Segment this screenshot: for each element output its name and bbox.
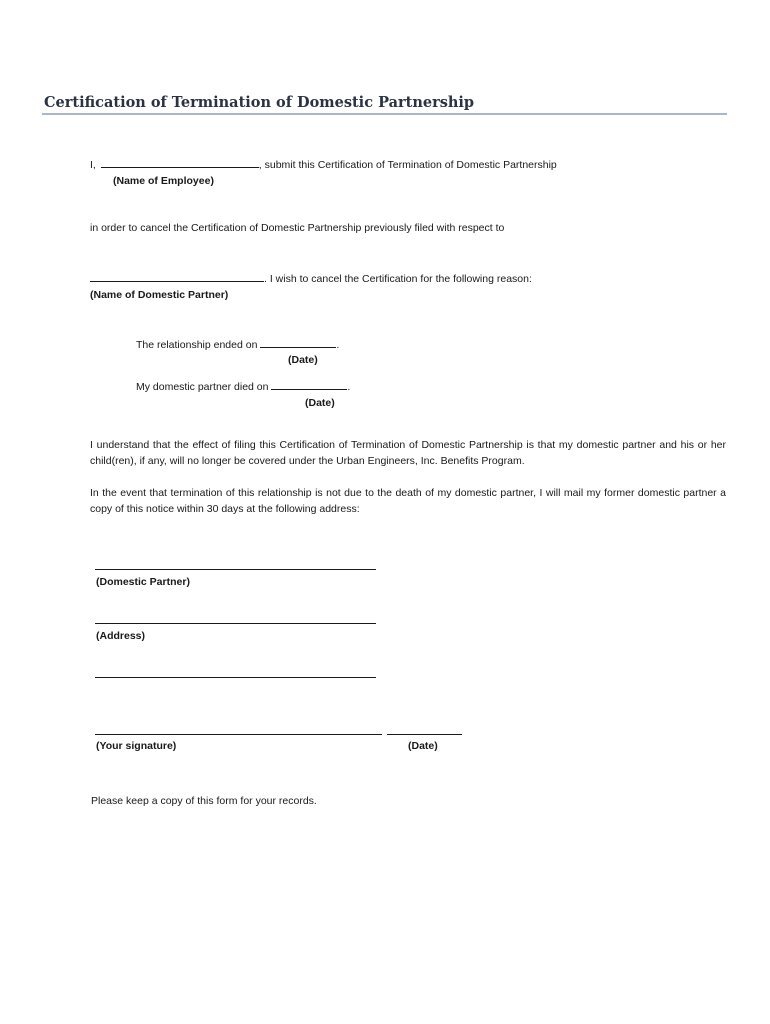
records-note: Please keep a copy of this form for your records. (91, 795, 317, 807)
reason-ended-period: . (336, 339, 340, 351)
address-field-2[interactable] (95, 677, 376, 678)
domestic-partner-field[interactable] (95, 569, 376, 570)
employee-name-label: (Name of Employee) (113, 175, 214, 187)
employee-line-suffix: , submit this Certification of Termination of Domestic Partnership (258, 159, 557, 171)
died-date-label: (Date) (305, 397, 335, 409)
title-underline (42, 113, 727, 115)
address-label: (Address) (96, 630, 146, 642)
cancel-statement: in order to cancel the Certification of Domestic Partnership previously filed with respect to (90, 222, 505, 234)
signature-date-label: (Date) (408, 740, 438, 752)
reason-died-text: My domestic partner died on (136, 381, 269, 393)
ended-date-field[interactable] (260, 337, 336, 348)
signature-label: (Your signature) (96, 740, 177, 752)
employee-line-prefix: I, (90, 159, 96, 171)
domestic-partner-label: (Domestic Partner) (96, 576, 190, 588)
ended-date-label: (Date) (288, 354, 318, 366)
coverage-paragraph: I understand that the effect of filing this Certification of Termination of Domestic Partnership is that my domestic partner and his or her child(ren), if any, will no longer be covered under the Urban Engineers, Inc. Benefits Program. (90, 439, 726, 467)
address-field-1[interactable] (95, 623, 376, 624)
partner-name-label: (Name of Domestic Partner) (90, 289, 229, 301)
reason-died-period: . (347, 381, 351, 393)
partner-line (90, 271, 532, 286)
page-title: Certification of Termination of Domestic Partnership (44, 94, 475, 111)
signature-field[interactable] (95, 734, 382, 735)
reason-ended-line (136, 337, 339, 352)
reason-ended-text: The relationship ended on (136, 339, 258, 351)
notice-paragraph: In the event that termination of this relationship is not due to the death of my domestic partner, I will mail my former domestic partner a copy of this notice within 30 days at the following address: (90, 487, 726, 515)
died-date-field[interactable] (271, 379, 347, 390)
partner-line-suffix: . I wish to cancel the Certification for the following reason: (264, 273, 532, 285)
employee-line (90, 157, 557, 172)
partner-name-field[interactable] (90, 271, 264, 282)
employee-name-field[interactable] (101, 157, 259, 168)
signature-date-field[interactable] (387, 734, 462, 735)
reason-died-line (136, 379, 350, 394)
